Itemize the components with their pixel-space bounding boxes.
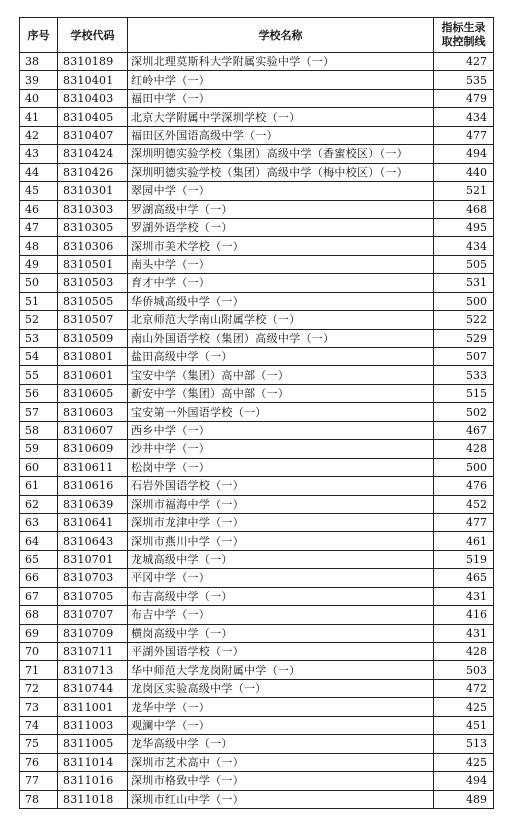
row-seq: 46 xyxy=(20,200,58,218)
row-score: 440 xyxy=(434,163,494,181)
row-score: 529 xyxy=(434,329,494,347)
row-score: 434 xyxy=(434,108,494,126)
row-code: 8310701 xyxy=(58,550,128,568)
table-row xyxy=(20,643,494,661)
table-row xyxy=(20,200,494,218)
row-school-name: 深圳北理莫斯科大学附属实验中学（一） xyxy=(128,53,434,71)
row-school-name: 横岗高级中学（一） xyxy=(128,624,434,642)
row-school-name: 深圳市燕川中学（一） xyxy=(128,532,434,550)
row-seq: 40 xyxy=(20,89,58,107)
table-row xyxy=(20,163,494,181)
row-score: 500 xyxy=(434,292,494,310)
table-row xyxy=(20,108,494,126)
table-row xyxy=(20,237,494,255)
row-school-name: 布吉高级中学（一） xyxy=(128,587,434,605)
row-seq: 61 xyxy=(20,477,58,495)
row-score: 500 xyxy=(434,458,494,476)
table-row xyxy=(20,661,494,679)
header-score-line1: 指标生录 xyxy=(441,21,486,35)
row-score: 521 xyxy=(434,182,494,200)
row-seq: 71 xyxy=(20,661,58,679)
row-seq: 69 xyxy=(20,624,58,642)
row-school-name: 北京师范大学南山附属学校（一） xyxy=(128,311,434,329)
row-school-name: 布吉中学（一） xyxy=(128,606,434,624)
row-score: 476 xyxy=(434,477,494,495)
row-school-name: 平湖外国语学校（一） xyxy=(128,643,434,661)
row-score: 472 xyxy=(434,679,494,697)
row-code: 8310801 xyxy=(58,348,128,366)
row-seq: 77 xyxy=(20,772,58,790)
row-seq: 44 xyxy=(20,163,58,181)
table-row xyxy=(20,716,494,734)
row-score: 428 xyxy=(434,440,494,458)
row-score: 515 xyxy=(434,384,494,402)
row-score: 465 xyxy=(434,569,494,587)
row-seq: 66 xyxy=(20,569,58,587)
table-row xyxy=(20,753,494,771)
row-score: 513 xyxy=(434,735,494,753)
row-score: 535 xyxy=(434,71,494,89)
row-code: 8311005 xyxy=(58,735,128,753)
row-school-name: 龙城高级中学（一） xyxy=(128,550,434,568)
row-score: 425 xyxy=(434,753,494,771)
table-row xyxy=(20,477,494,495)
row-code: 8310616 xyxy=(58,477,128,495)
row-score: 494 xyxy=(434,772,494,790)
row-seq: 51 xyxy=(20,292,58,310)
table-row xyxy=(20,550,494,568)
table-row xyxy=(20,513,494,531)
row-score: 494 xyxy=(434,145,494,163)
row-school-name: 观澜中学（一） xyxy=(128,716,434,734)
row-score: 533 xyxy=(434,366,494,384)
row-score: 507 xyxy=(434,348,494,366)
row-seq: 55 xyxy=(20,366,58,384)
row-code: 8310403 xyxy=(58,89,128,107)
row-school-name: 深圳明德实验学校（集团）高级中学（香蜜校区）（一） xyxy=(128,145,434,163)
table-row xyxy=(20,587,494,605)
row-code: 8310607 xyxy=(58,421,128,439)
row-school-name: 福田中学（一） xyxy=(128,89,434,107)
row-seq: 42 xyxy=(20,126,58,144)
row-school-name: 深圳市艺术高中（一） xyxy=(128,753,434,771)
row-code: 8311018 xyxy=(58,790,128,808)
row-seq: 62 xyxy=(20,495,58,513)
row-seq: 74 xyxy=(20,716,58,734)
row-seq: 50 xyxy=(20,274,58,292)
row-seq: 41 xyxy=(20,108,58,126)
table-row xyxy=(20,495,494,513)
row-code: 8310713 xyxy=(58,661,128,679)
row-score: 427 xyxy=(434,53,494,71)
row-score: 519 xyxy=(434,550,494,568)
row-code: 8311003 xyxy=(58,716,128,734)
row-seq: 59 xyxy=(20,440,58,458)
row-school-name: 宝安中学（集团）高中部（一） xyxy=(128,366,434,384)
table-row xyxy=(20,255,494,273)
row-score: 489 xyxy=(434,790,494,808)
row-seq: 58 xyxy=(20,421,58,439)
row-code: 8310305 xyxy=(58,218,128,236)
row-school-name: 深圳市美术学校（一） xyxy=(128,237,434,255)
row-seq: 70 xyxy=(20,643,58,661)
row-code: 8310711 xyxy=(58,643,128,661)
row-school-name: 南山外国语学校（集团）高级中学（一） xyxy=(128,329,434,347)
school-score-table xyxy=(19,17,494,809)
row-seq: 54 xyxy=(20,348,58,366)
row-code: 8310641 xyxy=(58,513,128,531)
row-code: 8310301 xyxy=(58,182,128,200)
row-school-name: 西乡中学（一） xyxy=(128,421,434,439)
row-code: 8310709 xyxy=(58,624,128,642)
row-school-name: 深圳明德实验学校（集团）高级中学（梅中校区）（一） xyxy=(128,163,434,181)
row-seq: 52 xyxy=(20,311,58,329)
row-code: 8310407 xyxy=(58,126,128,144)
row-seq: 64 xyxy=(20,532,58,550)
row-code: 8310705 xyxy=(58,587,128,605)
row-code: 8311001 xyxy=(58,698,128,716)
row-seq: 49 xyxy=(20,255,58,273)
table-row xyxy=(20,790,494,808)
header-score xyxy=(434,18,494,53)
row-school-name: 深圳市龙津中学（一） xyxy=(128,513,434,531)
table-row xyxy=(20,403,494,421)
row-seq: 75 xyxy=(20,735,58,753)
row-seq: 67 xyxy=(20,587,58,605)
row-score: 502 xyxy=(434,403,494,421)
row-school-name: 龙华高级中学（一） xyxy=(128,735,434,753)
table-row xyxy=(20,311,494,329)
row-seq: 63 xyxy=(20,513,58,531)
table-row xyxy=(20,366,494,384)
row-school-name: 罗湖外语学校（一） xyxy=(128,218,434,236)
row-school-name: 育才中学（一） xyxy=(128,274,434,292)
row-score: 503 xyxy=(434,661,494,679)
row-school-name: 平冈中学（一） xyxy=(128,569,434,587)
row-school-name: 龙华中学（一） xyxy=(128,698,434,716)
table-row xyxy=(20,624,494,642)
table-row xyxy=(20,53,494,71)
header-seq: 序号 xyxy=(20,18,58,53)
row-code: 8310603 xyxy=(58,403,128,421)
row-school-name: 翠园中学（一） xyxy=(128,182,434,200)
row-code: 8310609 xyxy=(58,440,128,458)
header-score-line2: 取控制线 xyxy=(441,35,486,48)
row-code: 8310639 xyxy=(58,495,128,513)
row-code: 8310703 xyxy=(58,569,128,587)
row-code: 8310601 xyxy=(58,366,128,384)
row-seq: 43 xyxy=(20,145,58,163)
row-school-name: 北京大学附属中学深圳学校（一） xyxy=(128,108,434,126)
table-row xyxy=(20,606,494,624)
row-school-name: 石岩外国语学校（一） xyxy=(128,477,434,495)
row-code: 8311016 xyxy=(58,772,128,790)
table-row xyxy=(20,735,494,753)
row-code: 8310507 xyxy=(58,311,128,329)
row-seq: 76 xyxy=(20,753,58,771)
row-score: 522 xyxy=(434,311,494,329)
row-school-name: 深圳市格致中学（一） xyxy=(128,772,434,790)
table-row xyxy=(20,218,494,236)
table-row xyxy=(20,698,494,716)
row-school-name: 南头中学（一） xyxy=(128,255,434,273)
table-row xyxy=(20,182,494,200)
row-code: 8310501 xyxy=(58,255,128,273)
row-school-name: 福田区外国语高级中学（一） xyxy=(128,126,434,144)
row-school-name: 华侨城高级中学（一） xyxy=(128,292,434,310)
row-seq: 68 xyxy=(20,606,58,624)
row-school-name: 红岭中学（一） xyxy=(128,71,434,89)
row-code: 8310503 xyxy=(58,274,128,292)
row-code: 8311014 xyxy=(58,753,128,771)
row-seq: 73 xyxy=(20,698,58,716)
row-school-name: 深圳市红山中学（一） xyxy=(128,790,434,808)
row-code: 8310509 xyxy=(58,329,128,347)
row-code: 8310303 xyxy=(58,200,128,218)
table-row xyxy=(20,772,494,790)
table-header-row xyxy=(20,18,494,53)
row-school-name: 松岗中学（一） xyxy=(128,458,434,476)
row-code: 8310605 xyxy=(58,384,128,402)
table-row xyxy=(20,569,494,587)
row-school-name: 新安中学（集团）高中部（一） xyxy=(128,384,434,402)
row-score: 451 xyxy=(434,716,494,734)
row-score: 505 xyxy=(434,255,494,273)
row-code: 8310707 xyxy=(58,606,128,624)
row-code: 8310643 xyxy=(58,532,128,550)
row-score: 495 xyxy=(434,218,494,236)
row-code: 8310401 xyxy=(58,71,128,89)
row-code: 8310611 xyxy=(58,458,128,476)
row-seq: 78 xyxy=(20,790,58,808)
table-body xyxy=(20,53,494,809)
row-school-name: 罗湖高级中学（一） xyxy=(128,200,434,218)
row-score: 452 xyxy=(434,495,494,513)
row-score: 531 xyxy=(434,274,494,292)
table-row xyxy=(20,679,494,697)
row-seq: 60 xyxy=(20,458,58,476)
row-score: 428 xyxy=(434,643,494,661)
header-name: 学校名称 xyxy=(128,18,434,53)
row-score: 431 xyxy=(434,587,494,605)
row-score: 434 xyxy=(434,237,494,255)
row-school-name: 龙岗区实验高级中学（一） xyxy=(128,679,434,697)
row-school-name: 深圳市福海中学（一） xyxy=(128,495,434,513)
table-row xyxy=(20,421,494,439)
row-score: 461 xyxy=(434,532,494,550)
table-row xyxy=(20,329,494,347)
row-score: 479 xyxy=(434,89,494,107)
table-row xyxy=(20,71,494,89)
row-seq: 56 xyxy=(20,384,58,402)
row-school-name: 盐田高级中学（一） xyxy=(128,348,434,366)
row-score: 477 xyxy=(434,126,494,144)
row-school-name: 沙井中学（一） xyxy=(128,440,434,458)
row-score: 416 xyxy=(434,606,494,624)
row-school-name: 宝安第一外国语学校（一） xyxy=(128,403,434,421)
header-code: 学校代码 xyxy=(58,18,128,53)
table-row xyxy=(20,292,494,310)
row-seq: 57 xyxy=(20,403,58,421)
document-page xyxy=(19,17,494,809)
row-seq: 47 xyxy=(20,218,58,236)
row-seq: 72 xyxy=(20,679,58,697)
row-code: 8310744 xyxy=(58,679,128,697)
table-row xyxy=(20,532,494,550)
table-row xyxy=(20,440,494,458)
table-row xyxy=(20,274,494,292)
table-row xyxy=(20,384,494,402)
row-seq: 65 xyxy=(20,550,58,568)
row-seq: 48 xyxy=(20,237,58,255)
row-seq: 38 xyxy=(20,53,58,71)
row-score: 431 xyxy=(434,624,494,642)
table-row xyxy=(20,348,494,366)
row-code: 8310405 xyxy=(58,108,128,126)
row-school-name: 华中师范大学龙岗附属中学（一） xyxy=(128,661,434,679)
table-row xyxy=(20,458,494,476)
row-score: 467 xyxy=(434,421,494,439)
table-row xyxy=(20,126,494,144)
row-code: 8310505 xyxy=(58,292,128,310)
row-score: 477 xyxy=(434,513,494,531)
row-code: 8310189 xyxy=(58,53,128,71)
row-code: 8310426 xyxy=(58,163,128,181)
row-seq: 53 xyxy=(20,329,58,347)
row-seq: 45 xyxy=(20,182,58,200)
table-row xyxy=(20,89,494,107)
table-row xyxy=(20,145,494,163)
row-seq: 39 xyxy=(20,71,58,89)
row-score: 425 xyxy=(434,698,494,716)
row-score: 468 xyxy=(434,200,494,218)
row-code: 8310424 xyxy=(58,145,128,163)
row-code: 8310306 xyxy=(58,237,128,255)
